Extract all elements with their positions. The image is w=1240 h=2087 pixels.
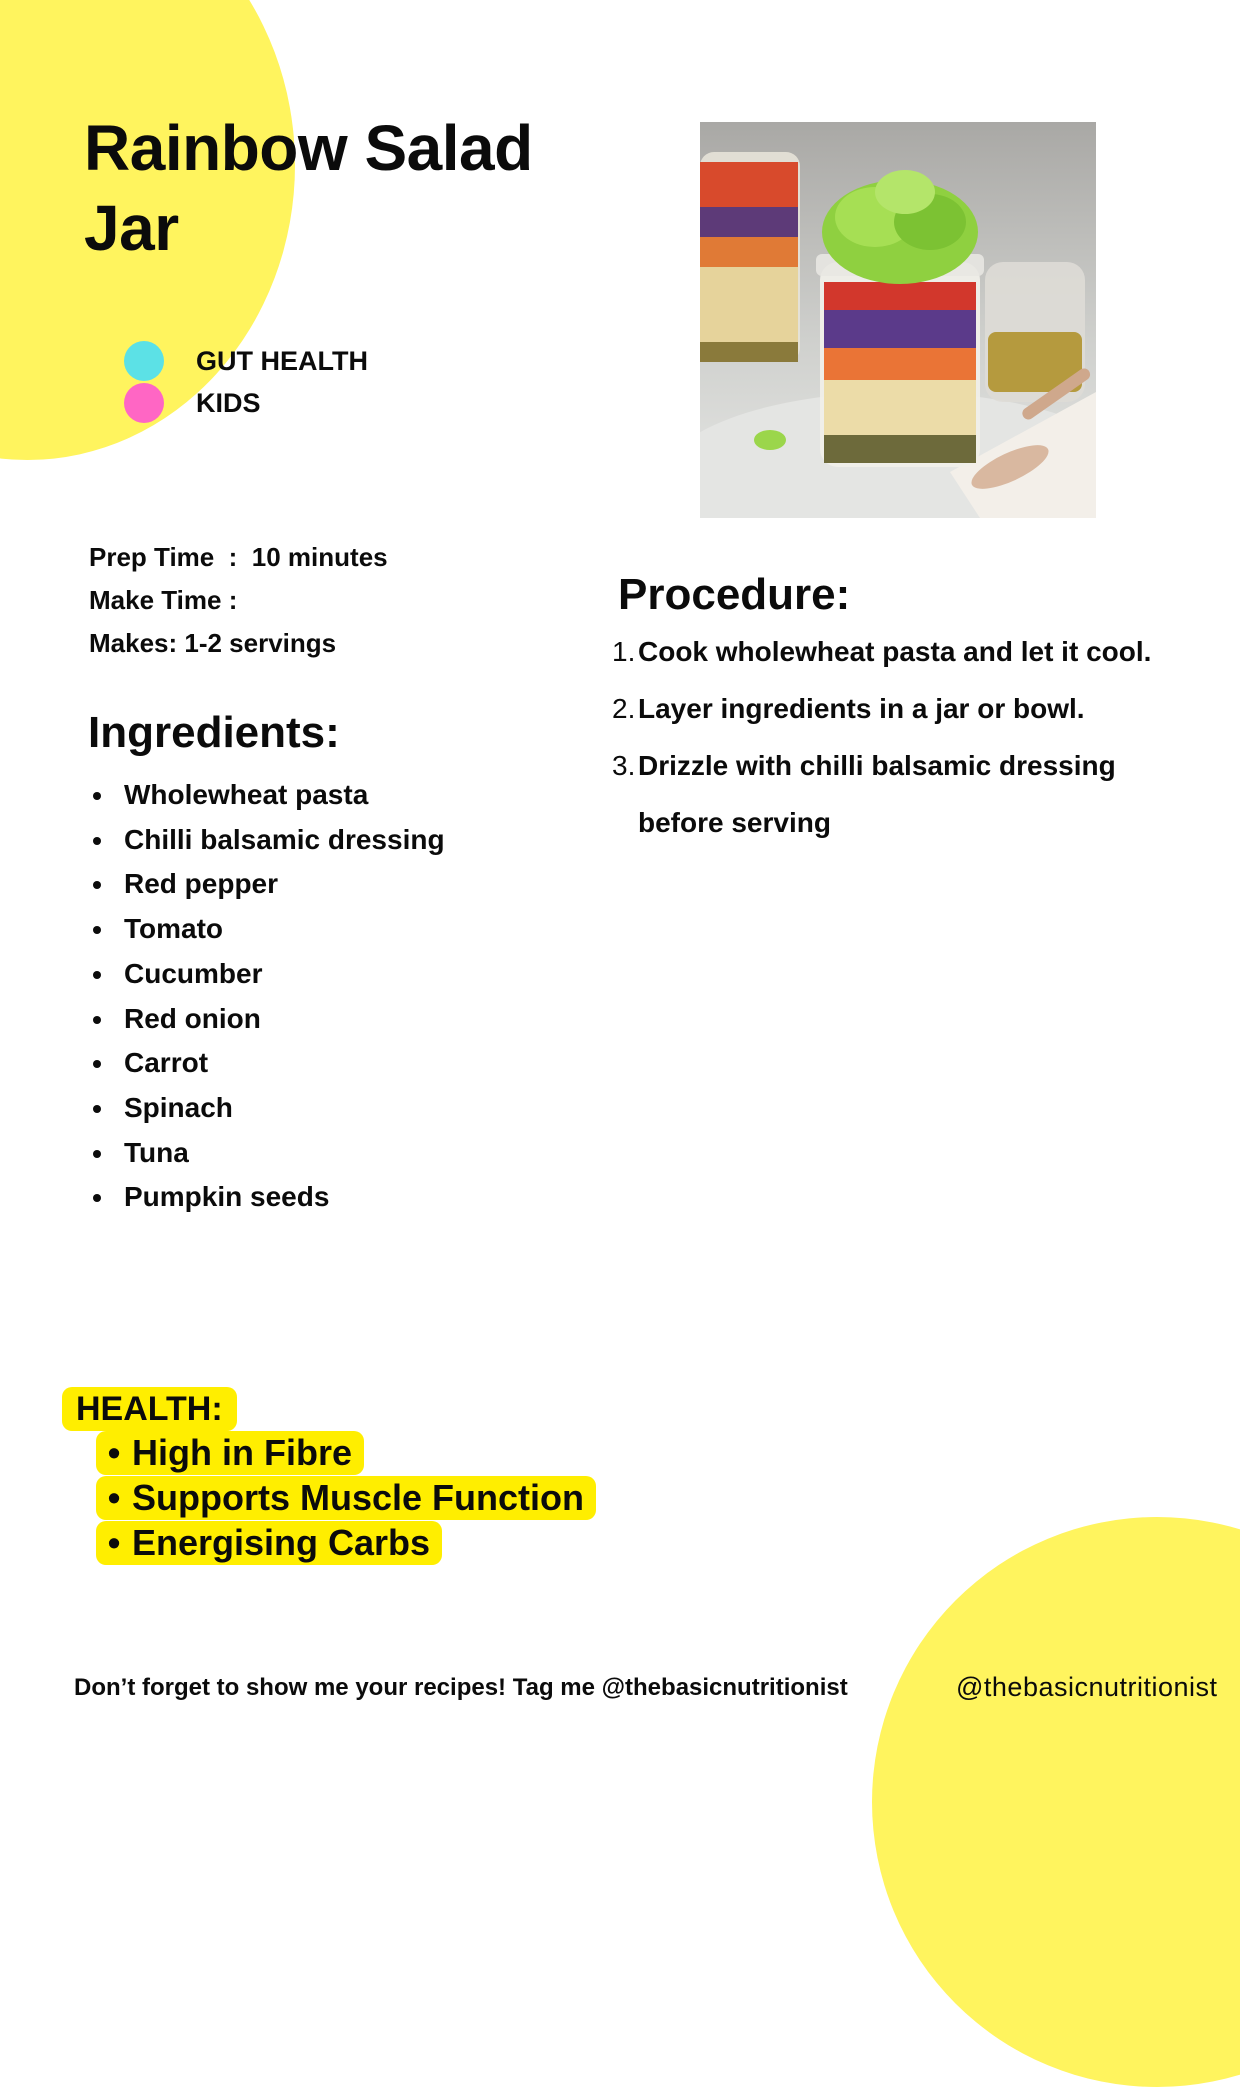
procedure-step [612, 680, 1172, 737]
procedure-step [612, 623, 1172, 680]
bullet: • [107, 1522, 121, 1563]
recipe-title: Rainbow Salad Jar [84, 112, 533, 264]
list-item: Spinach [88, 1086, 445, 1131]
health-item [96, 1431, 364, 1475]
health-item [96, 1521, 442, 1565]
footer-cta: Don’t forget to show me your recipes! Tag me @thebasicnutritionist [74, 1674, 848, 1701]
list-item: Wholewheat pasta [88, 773, 445, 818]
procedure-step [612, 737, 1172, 851]
step-text: Cook wholewheat pasta and let it cool. [638, 636, 1152, 667]
ingredients-list [88, 773, 445, 1220]
prep-time: Prep Time : 10 minutes [89, 542, 388, 572]
salad-jar-photo [700, 122, 1096, 518]
health-item-text: Supports Muscle Function [132, 1477, 585, 1518]
procedure-heading: Procedure: [618, 570, 851, 619]
list-item: Carrot [88, 1041, 445, 1086]
procedure-list [612, 623, 1172, 851]
social-handle: @thebasicnutritionist [956, 1672, 1218, 1702]
tag-label: KIDS [196, 387, 261, 418]
list-item: Chilli balsamic dressing [88, 818, 445, 863]
step-text: Drizzle with chilli balsamic dressing before serving [638, 750, 1116, 838]
step-number: 3. [612, 750, 636, 781]
list-item: Tuna [88, 1131, 445, 1176]
step-text: Layer ingredients in a jar or bowl. [638, 693, 1085, 724]
step-number: 1. [612, 636, 636, 667]
health-item-text: Energising Carbs [132, 1522, 431, 1563]
tag-dot-cyan [124, 341, 164, 381]
tag-list [124, 340, 368, 424]
health-heading: HEALTH: [62, 1387, 237, 1431]
bullet: • [107, 1477, 121, 1518]
list-item: Pumpkin seeds [88, 1175, 445, 1220]
time-info [89, 536, 388, 665]
make-time: Make Time : [89, 585, 238, 615]
health-item [96, 1476, 596, 1520]
tag-dot-pink [124, 383, 164, 423]
tag-gut-health [124, 340, 368, 382]
tag-kids [124, 382, 368, 424]
servings: Makes: 1-2 servings [89, 628, 337, 658]
bullet: • [107, 1432, 121, 1473]
ingredients-heading: Ingredients: [88, 708, 340, 757]
list-item: Red pepper [88, 862, 445, 907]
decor-circle-bottom-right [872, 1517, 1240, 2087]
list-item: Cucumber [88, 952, 445, 997]
list-item: Red onion [88, 997, 445, 1042]
list-item: Tomato [88, 907, 445, 952]
health-item-text: High in Fibre [132, 1432, 352, 1473]
step-number: 2. [612, 693, 636, 724]
tag-label: GUT HEALTH [196, 345, 368, 376]
